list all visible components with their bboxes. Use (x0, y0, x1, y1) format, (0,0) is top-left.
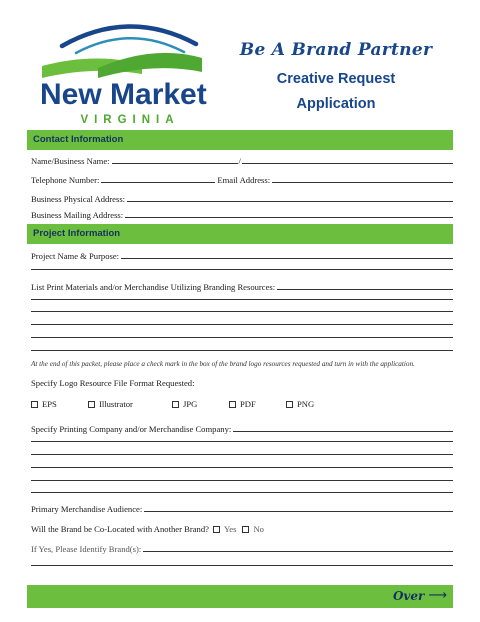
checkbox-icon[interactable] (286, 401, 293, 408)
page-title-line1: Creative Request (276, 71, 396, 87)
checkbox-icon[interactable] (242, 526, 249, 533)
file-format-label: Specify Logo Resource File Format Requested: (31, 378, 195, 388)
print-materials-field[interactable] (277, 278, 453, 290)
print-materials-line[interactable] (31, 311, 453, 312)
print-materials-line[interactable] (31, 350, 453, 351)
checkbox-icon[interactable] (88, 401, 95, 408)
section-project-information: Project Information (27, 224, 453, 244)
section-contact-information: Contact Information (27, 130, 453, 150)
logo-primary-text: New Market (40, 78, 207, 111)
name-business-row (31, 152, 453, 166)
format-option-label: PNG (297, 399, 315, 409)
format-option-pdf[interactable] (229, 397, 286, 411)
logo-arc-navy (62, 26, 196, 46)
brand-partner-tagline: Be A Brand Partner (239, 40, 433, 60)
project-name-row (31, 247, 453, 261)
co-located-no-option[interactable] (242, 524, 264, 534)
physical-address-label: Business Physical Address: (31, 194, 126, 204)
email-label: Email Address: (217, 175, 271, 185)
mailing-address-row (31, 206, 453, 220)
page-title-line2: Application (296, 96, 376, 112)
print-materials-line[interactable] (31, 337, 453, 338)
format-option-illustrator[interactable] (88, 397, 172, 411)
mailing-address-field[interactable] (125, 206, 453, 218)
print-materials-label: List Print Materials and/or Merchandise Utilizing Branding Resources: (31, 282, 276, 292)
checkbox-icon[interactable] (213, 526, 220, 533)
instruction-note: At the end of this packet, please place a check mark in the box of the brand logo resources requested and turn in with the application. (31, 360, 415, 368)
business-name-field[interactable] (242, 152, 453, 164)
co-located-no-label: No (253, 524, 264, 534)
format-option-label: EPS (42, 399, 57, 409)
file-format-row (31, 374, 453, 388)
printing-company-line[interactable] (31, 441, 453, 442)
audience-row (31, 500, 453, 514)
project-name-label: Project Name & Purpose: (31, 251, 120, 261)
name-business-label: Name/Business Name: (31, 156, 110, 166)
printing-company-line[interactable] (31, 454, 453, 455)
phone-email-row (31, 171, 453, 185)
identify-brand-label: If Yes, Please Identify Brand(s): (31, 544, 142, 554)
print-materials-line[interactable] (31, 324, 453, 325)
print-materials-line[interactable] (31, 299, 453, 300)
checkbox-icon[interactable] (31, 401, 38, 408)
name-separator: / (238, 156, 241, 166)
printing-company-label: Specify Printing Company and/or Merchandise Company: (31, 424, 232, 434)
physical-address-field[interactable] (127, 190, 453, 202)
file-format-options (31, 397, 371, 411)
identify-brand-row (31, 540, 453, 554)
format-option-label: PDF (240, 399, 256, 409)
over-label: Over (392, 588, 425, 603)
co-located-row (31, 520, 453, 534)
co-located-label: Will the Brand be Co-Located with Another Brand? (31, 524, 209, 534)
format-option-png[interactable] (286, 397, 343, 411)
project-name-extra-line[interactable] (31, 269, 453, 270)
format-option-eps[interactable] (31, 397, 88, 411)
audience-field[interactable] (144, 500, 453, 512)
co-located-yes-option[interactable] (213, 524, 237, 534)
logo-arc-teal (76, 38, 184, 53)
audience-label: Primary Merchandise Audience: (31, 504, 143, 514)
printing-company-row (31, 420, 453, 434)
format-option-jpg[interactable] (172, 397, 229, 411)
logo-hill-right (98, 53, 202, 78)
email-field[interactable] (272, 171, 453, 183)
co-located-yes-label: Yes (223, 524, 237, 534)
footer-bar (27, 585, 453, 608)
identify-brand-line[interactable] (31, 565, 453, 566)
format-option-label: JPG (183, 399, 198, 409)
new-market-logo (34, 22, 224, 130)
name-field[interactable] (112, 152, 238, 164)
printing-company-line[interactable] (31, 467, 453, 468)
physical-address-row (31, 190, 453, 204)
format-option-label: Illustrator (99, 399, 133, 409)
telephone-field[interactable] (101, 171, 215, 183)
logo-secondary-text: VIRGINIA (80, 114, 180, 126)
printing-company-field[interactable] (233, 420, 453, 432)
checkbox-icon[interactable] (229, 401, 236, 408)
print-materials-row (31, 278, 453, 292)
over-link[interactable] (393, 588, 447, 603)
project-name-field[interactable] (121, 247, 453, 259)
checkbox-icon[interactable] (172, 401, 179, 408)
telephone-label: Telephone Number: (31, 175, 100, 185)
printing-company-line[interactable] (31, 492, 453, 493)
identify-brand-field[interactable] (143, 540, 453, 552)
printing-company-line[interactable] (31, 480, 453, 481)
mailing-address-label: Business Mailing Address: (31, 210, 124, 220)
arrow-right-icon: ⟶ (428, 588, 447, 603)
